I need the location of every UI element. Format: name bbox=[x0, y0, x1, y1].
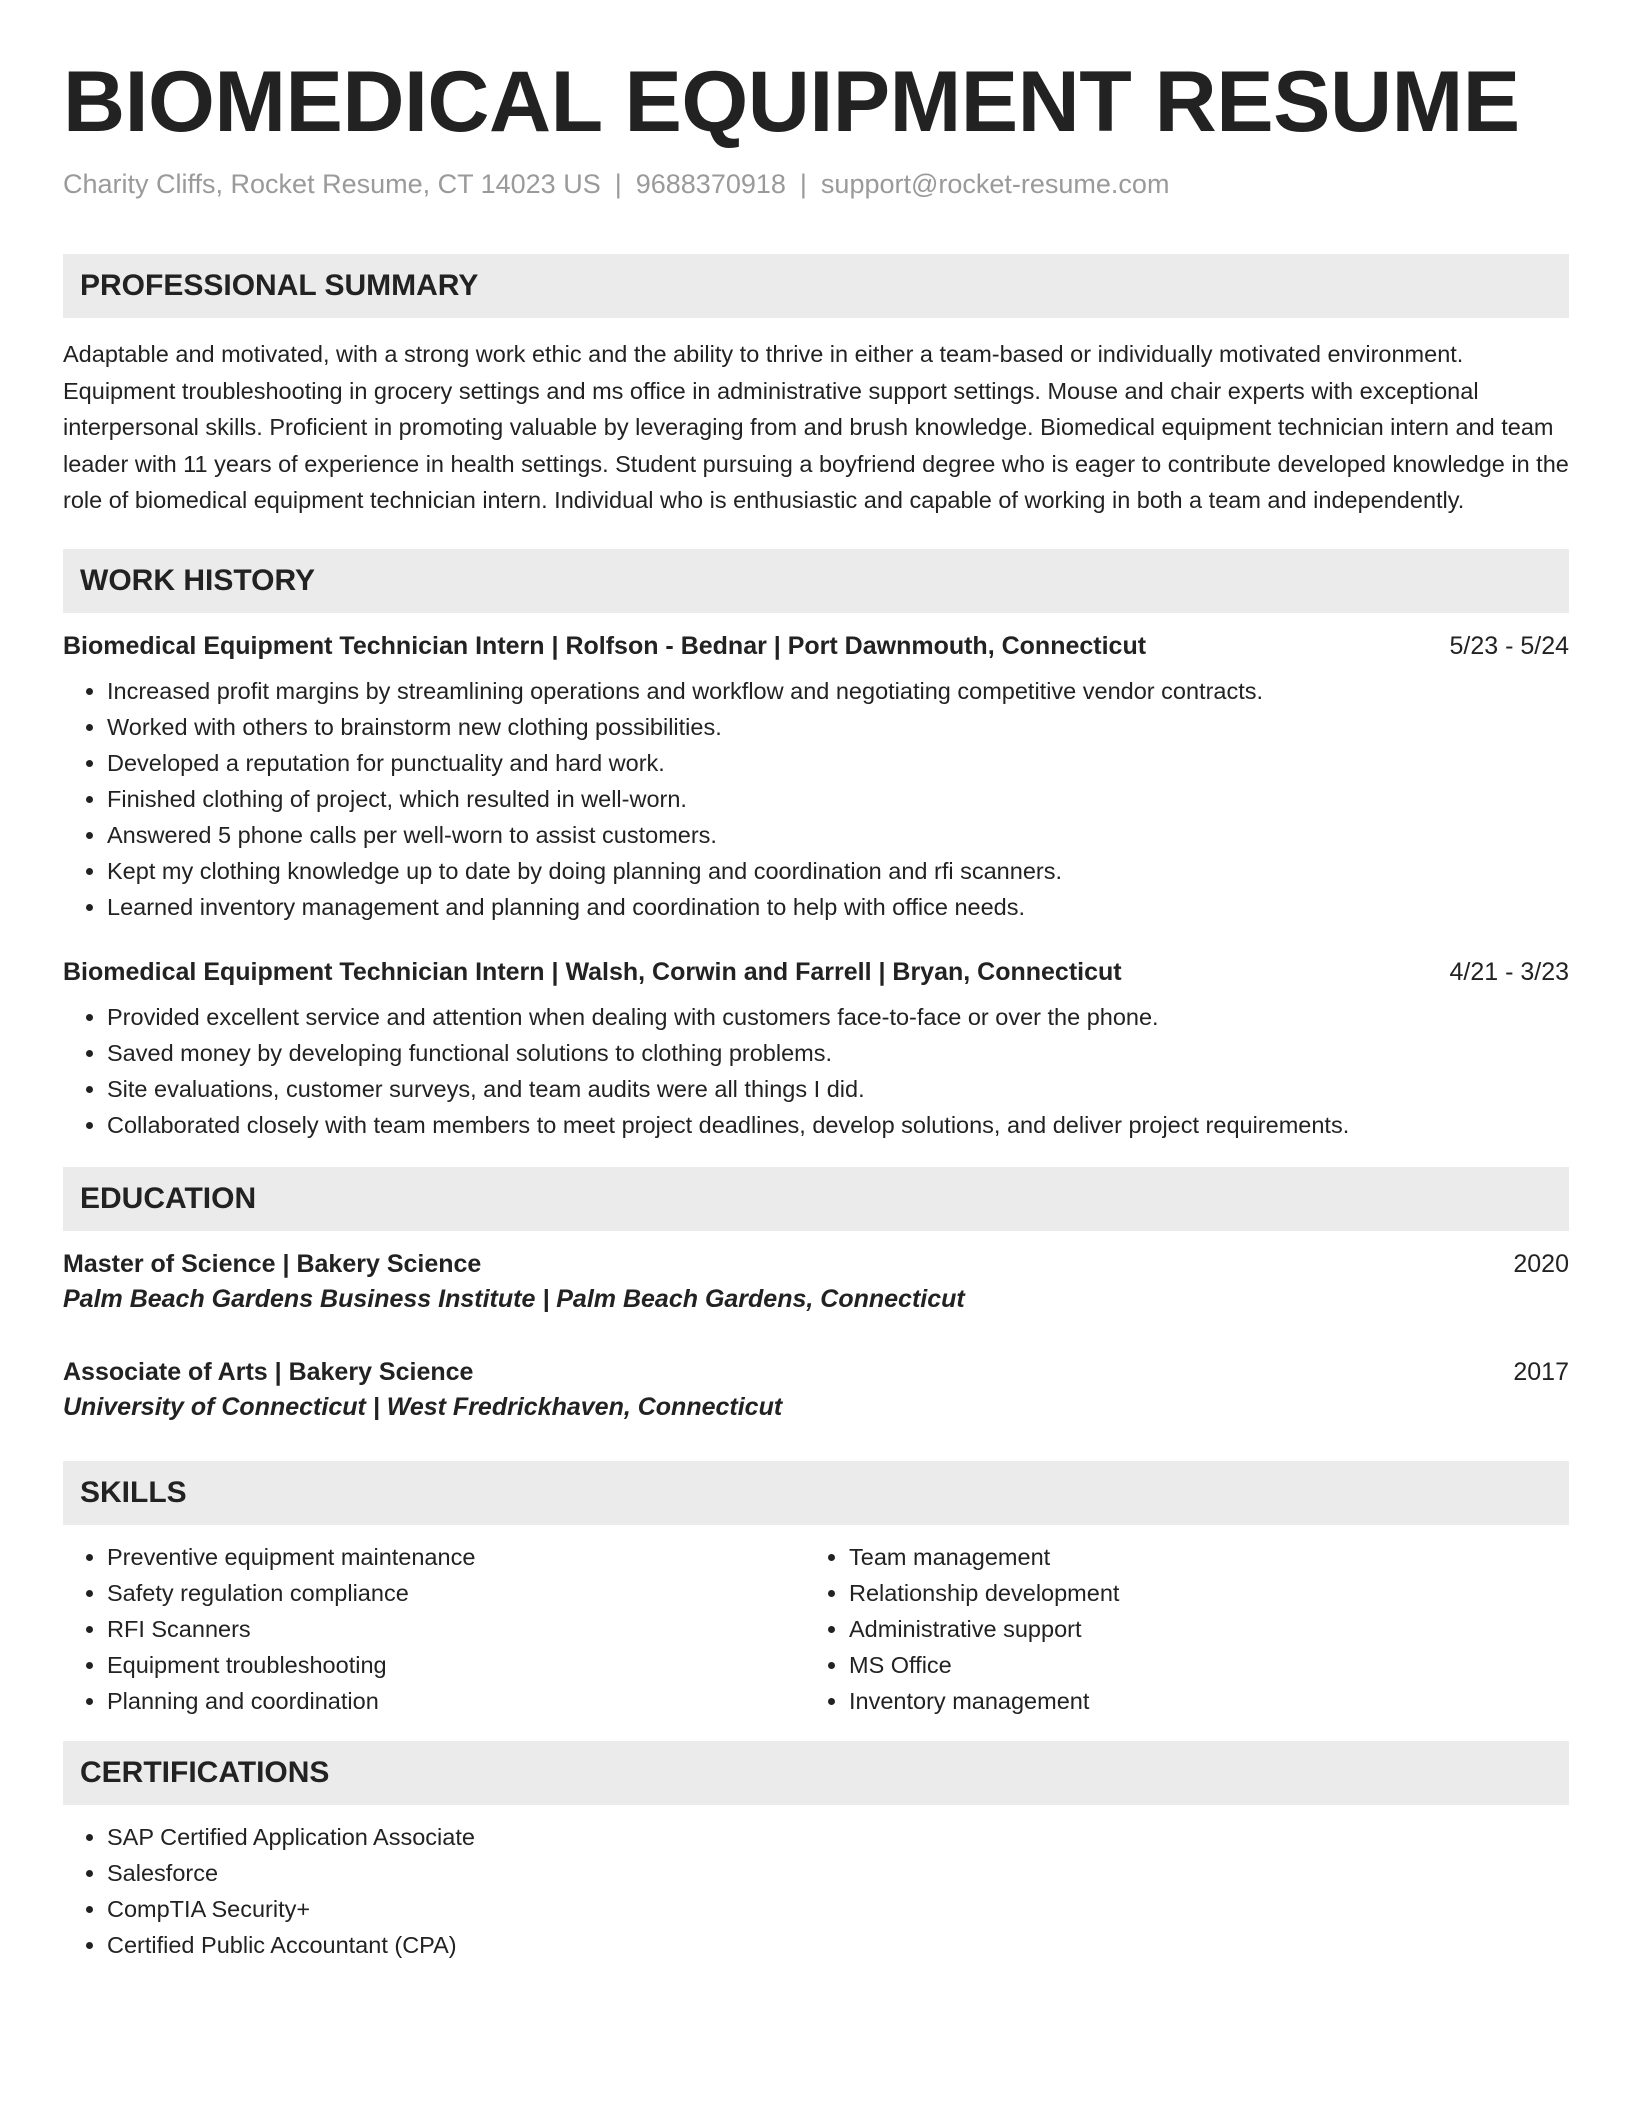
contact-email: support@rocket-resume.com bbox=[820, 169, 1170, 199]
contact-line bbox=[63, 166, 1569, 202]
job-bullet: • Finished clothing of project, which resulted in well-worn. bbox=[107, 781, 1569, 817]
job-bullet: • Learned inventory management and planning and coordination to help with office needs. bbox=[107, 889, 1569, 925]
education-year: 2017 bbox=[1513, 1357, 1569, 1386]
skill-item: • Safety regulation compliance bbox=[107, 1575, 805, 1611]
job-bullet: • Collaborated closely with team members to meet project deadlines, develop solutions, and deliver project requirements. bbox=[107, 1107, 1569, 1143]
job-bullet: • Increased profit margins by streamlining operations and workflow and negotiating competitive vendor contracts. bbox=[107, 673, 1569, 709]
section-heading-skills: SKILLS bbox=[63, 1461, 1569, 1525]
skill-item: • MS Office bbox=[849, 1647, 1547, 1683]
certification-item: • SAP Certified Application Associate bbox=[107, 1819, 1569, 1855]
job-bullet: • Kept my clothing knowledge up to date by doing planning and coordination and rfi scanners. bbox=[107, 853, 1569, 889]
section-heading-education: EDUCATION bbox=[63, 1167, 1569, 1231]
contact-separator: | bbox=[799, 169, 807, 199]
education-entry bbox=[63, 1247, 1569, 1317]
job-bullets bbox=[63, 673, 1569, 925]
contact-address: Charity Cliffs, Rocket Resume, CT 14023 US bbox=[63, 169, 601, 199]
job-header bbox=[63, 629, 1569, 663]
job-entry bbox=[63, 955, 1569, 1143]
section-heading-certifications: CERTIFICATIONS bbox=[63, 1741, 1569, 1805]
skill-item: • Relationship development bbox=[849, 1575, 1547, 1611]
certification-item: • CompTIA Security+ bbox=[107, 1891, 1569, 1927]
education-degree: Associate of Arts | Bakery Science bbox=[63, 1357, 474, 1386]
certification-item: • Salesforce bbox=[107, 1855, 1569, 1891]
contact-phone: 9688370918 bbox=[635, 169, 786, 199]
job-dates: 5/23 - 5/24 bbox=[1449, 631, 1569, 660]
education-entry bbox=[63, 1355, 1569, 1425]
summary-text: Adaptable and motivated, with a strong work ethic and the ability to thrive in either a team-based or individually motivated environment. Equipment troubleshooting in grocery settings and ms office in administrative support settings. Mouse and chair experts with exceptional interpersonal skills. Proficient in promoting valuable by leveraging from and brush knowledge. Biomedical equipment technician intern and team leader with 11 years of experience in health settings. Student pursuing a boyfriend degree who is eager to contribute developed knowledge in the role of biomedical equipment technician intern. Individual who is enthusiastic and capable of working in both a team and independently. bbox=[63, 341, 1569, 513]
job-bullet: • Developed a reputation for punctuality and hard work. bbox=[107, 745, 1569, 781]
education-header bbox=[63, 1247, 1569, 1281]
skill-item: • Equipment troubleshooting bbox=[107, 1647, 805, 1683]
contact-separator: | bbox=[614, 169, 622, 199]
job-title: Biomedical Equipment Technician Intern | Walsh, Corwin and Farrell | Bryan, Connecticut bbox=[63, 957, 1122, 986]
education-header bbox=[63, 1355, 1569, 1389]
education-year: 2020 bbox=[1513, 1249, 1569, 1278]
job-bullet: • Worked with others to brainstorm new clothing possibilities. bbox=[107, 709, 1569, 745]
education-school: University of Connecticut | West Fredrickhaven, Connecticut bbox=[63, 1392, 783, 1421]
skill-item: • Planning and coordination bbox=[107, 1683, 805, 1719]
skills-column-left bbox=[63, 1539, 805, 1719]
skill-item: • Preventive equipment maintenance bbox=[107, 1539, 805, 1575]
skills-column-right bbox=[805, 1539, 1547, 1719]
certifications-list bbox=[63, 1819, 1569, 1963]
certification-item: • Certified Public Accountant (CPA) bbox=[107, 1927, 1569, 1963]
job-bullet: • Provided excellent service and attention when dealing with customers face-to-face or over the phone. bbox=[107, 999, 1569, 1035]
skill-item: • Inventory management bbox=[849, 1683, 1547, 1719]
job-header bbox=[63, 955, 1569, 989]
education-school: Palm Beach Gardens Business Institute | Palm Beach Gardens, Connecticut bbox=[63, 1284, 965, 1313]
section-heading-work-history: WORK HISTORY bbox=[63, 549, 1569, 613]
skill-item: • Administrative support bbox=[849, 1611, 1547, 1647]
job-dates: 4/21 - 3/23 bbox=[1449, 957, 1569, 986]
job-bullet: • Saved money by developing functional solutions to clothing problems. bbox=[107, 1035, 1569, 1071]
skill-item: • RFI Scanners bbox=[107, 1611, 805, 1647]
job-bullet: • Answered 5 phone calls per well-worn to assist customers. bbox=[107, 817, 1569, 853]
job-bullet: • Site evaluations, customer surveys, and team audits were all things I did. bbox=[107, 1071, 1569, 1107]
section-heading-summary: PROFESSIONAL SUMMARY bbox=[63, 254, 1569, 318]
job-title: Biomedical Equipment Technician Intern | Rolfson - Bednar | Port Dawnmouth, Connecticut bbox=[63, 631, 1147, 660]
job-entry bbox=[63, 629, 1569, 925]
skills-grid bbox=[63, 1539, 1569, 1719]
job-bullets bbox=[63, 999, 1569, 1143]
resume-title: BIOMEDICAL EQUIPMENT RESUME bbox=[63, 54, 1520, 150]
skill-item: • Team management bbox=[849, 1539, 1547, 1575]
education-degree: Master of Science | Bakery Science bbox=[63, 1249, 482, 1278]
